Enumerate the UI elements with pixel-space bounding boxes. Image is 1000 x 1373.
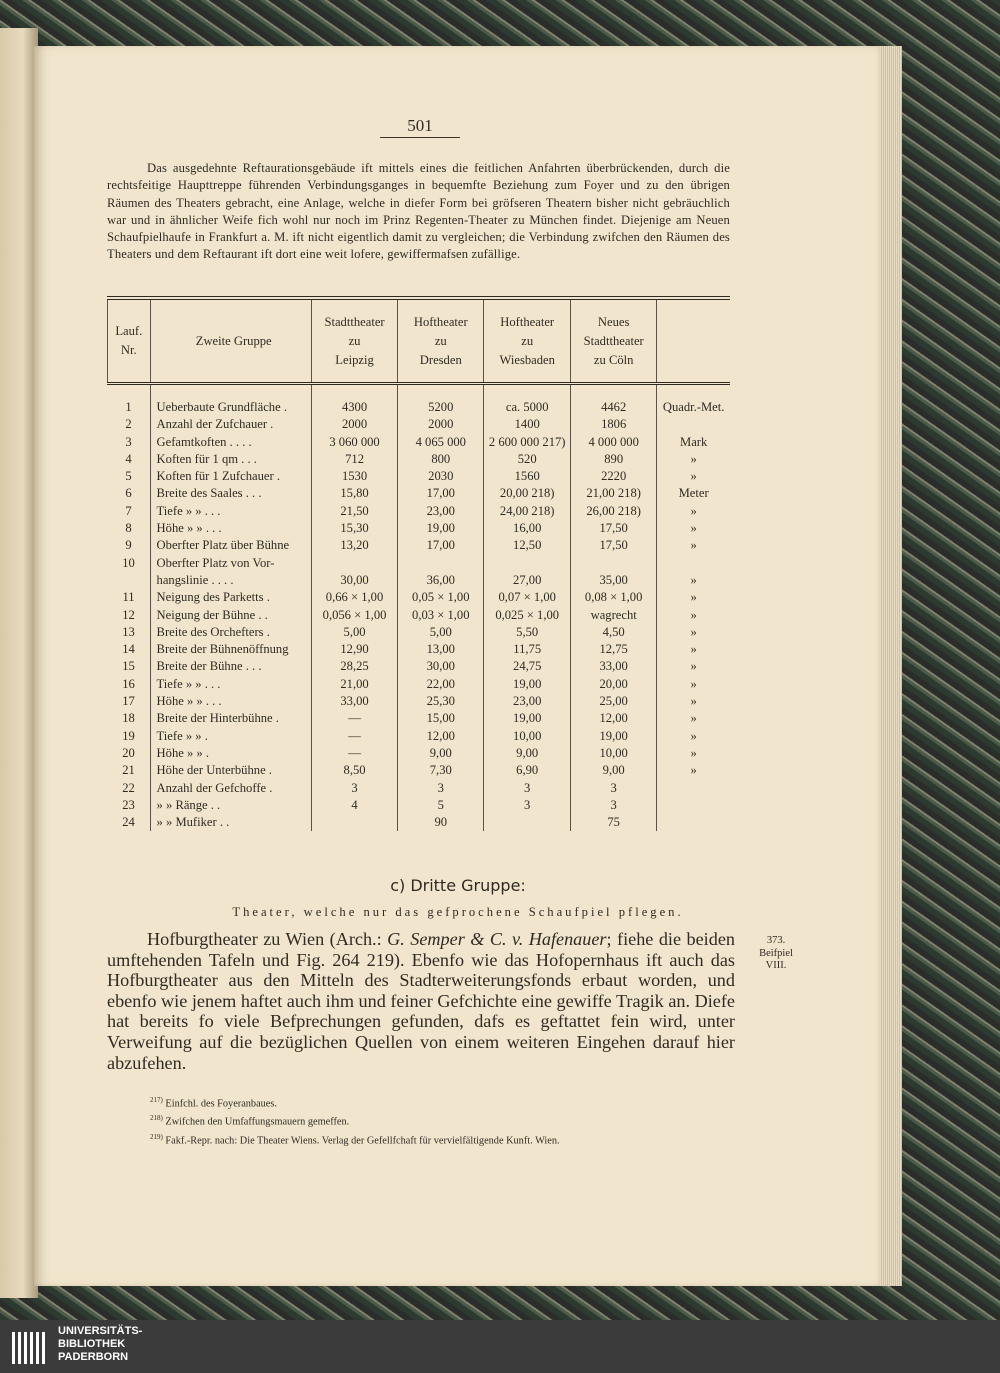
table-row: [108, 451, 731, 468]
row-number: 12: [122, 607, 135, 622]
row-number: 15: [122, 659, 135, 674]
table-row: [108, 434, 731, 451]
value-dresden: 2030: [398, 468, 484, 485]
library-logo-icon: [10, 1328, 50, 1368]
value-dresden: 12,00: [398, 728, 484, 745]
value-dresden: 9,00: [398, 745, 484, 762]
value-wiesbaden: 2 600 000 217): [484, 434, 571, 451]
table-row: [108, 728, 731, 745]
row-label: Höhe » » . . .: [150, 520, 311, 537]
row-unit: »: [657, 693, 730, 710]
value-dresden: 30,00: [398, 658, 484, 675]
value-dresden: 13,00: [398, 641, 484, 658]
value-leipzig: 4300: [311, 399, 397, 416]
value-dresden: 5200: [398, 399, 484, 416]
row-label: Höhe » » . . .: [150, 693, 311, 710]
section-subheading: Theater, welche nur das gefprochene Schaufpiel pflegen.: [232, 905, 684, 919]
value-coeln: [571, 555, 657, 572]
value-wiesbaden: 3: [484, 780, 571, 797]
row-label: Oberfter Platz von Vor-: [150, 555, 311, 572]
body-lead: Hofburgtheater zu Wien (Arch.:: [147, 929, 388, 949]
table-row: [108, 468, 731, 485]
row-number: 13: [122, 624, 135, 639]
table-row: [108, 745, 731, 762]
value-leipzig: 1530: [311, 468, 397, 485]
table-body: [108, 384, 731, 832]
table-row: [108, 710, 731, 727]
value-coeln: 10,00: [571, 745, 657, 762]
value-leipzig: 3 060 000: [311, 434, 397, 451]
row-unit: »: [657, 710, 730, 727]
value-leipzig: 12,90: [311, 641, 397, 658]
header-leipzig: Stadttheater zu Leipzig: [311, 298, 397, 384]
value-leipzig: 8,50: [311, 762, 397, 779]
value-dresden: 2000: [398, 416, 484, 433]
value-wiesbaden: 20,00 218): [484, 485, 571, 502]
value-wiesbaden: 520: [484, 451, 571, 468]
footnote-217: $^{217)}$ Einfchl. des Foyeranbaues.: [150, 1096, 277, 1110]
table-header-row: [108, 298, 731, 384]
table-row: [108, 797, 731, 814]
value-wiesbaden: 16,00: [484, 520, 571, 537]
value-wiesbaden: 0,025 × 1,00: [484, 607, 571, 624]
value-leipzig: 21,00: [311, 676, 397, 693]
row-unit: »: [657, 745, 730, 762]
value-leipzig: 15,80: [311, 485, 397, 502]
header-nr: Lauf. Nr.: [108, 298, 151, 384]
value-coeln: 33,00: [571, 658, 657, 675]
table-row: [108, 780, 731, 797]
theater-comparison-table: [107, 296, 730, 831]
row-unit: »: [657, 762, 730, 779]
row-label: » » Mufiker . .: [150, 814, 311, 831]
value-leipzig: 21,50: [311, 503, 397, 520]
value-leipzig: 15,30: [311, 520, 397, 537]
value-wiesbaden: 1400: [484, 416, 571, 433]
value-wiesbaden: [484, 814, 571, 831]
row-label: Tiefe » » . . .: [150, 676, 311, 693]
value-wiesbaden: [484, 555, 571, 572]
value-leipzig: —: [311, 745, 397, 762]
page-number-rule: [380, 137, 460, 138]
value-coeln: 17,50: [571, 537, 657, 554]
value-wiesbaden: 0,07 × 1,00: [484, 589, 571, 606]
table-row: [108, 537, 731, 554]
table-row: [108, 589, 731, 606]
library-name: UNIVERSITÄTS- BIBLIOTHEK PADERBORN: [58, 1325, 143, 1363]
table-row: [108, 641, 731, 658]
value-wiesbaden: 19,00: [484, 676, 571, 693]
row-number: 24: [122, 815, 135, 830]
header-unit: [657, 298, 730, 384]
value-wiesbaden: 24,75: [484, 658, 571, 675]
value-dresden: 4 065 000: [398, 434, 484, 451]
value-coeln: 12,00: [571, 710, 657, 727]
row-label: Gefamtkoften . . . .: [150, 434, 311, 451]
page-number: 501: [407, 116, 433, 135]
row-number: 21: [122, 763, 135, 778]
table-row: [108, 555, 731, 572]
row-unit: »: [657, 607, 730, 624]
row-label: Neigung des Parketts .: [150, 589, 311, 606]
row-label: » » Ränge . .: [150, 797, 311, 814]
row-unit: »: [657, 572, 730, 589]
row-unit: »: [657, 658, 730, 675]
row-unit: [657, 814, 730, 831]
value-dresden: 0,05 × 1,00: [398, 589, 484, 606]
value-dresden: 17,00: [398, 537, 484, 554]
row-unit: »: [657, 641, 730, 658]
table-row: [108, 814, 731, 831]
row-number: 14: [122, 642, 135, 657]
margin-note: 373. Beifpiel VIII.: [759, 935, 793, 971]
row-unit: »: [657, 537, 730, 554]
row-label: Koften für 1 qm . . .: [150, 451, 311, 468]
value-dresden: 3: [398, 780, 484, 797]
value-leipzig: 5,00: [311, 624, 397, 641]
footnote-219: $^{219)}$ Fakf.-Repr. nach: Die Theater Wiens. Verlag der Gefellfchaft für vervielfältigende Kunft. Wien.: [150, 1132, 560, 1147]
value-coeln: 4,50: [571, 624, 657, 641]
row-label: Anzahl der Gefchoffe .: [150, 780, 311, 797]
row-number: 3: [125, 434, 132, 449]
row-unit: »: [657, 503, 730, 520]
table-row: [108, 520, 731, 537]
table-row: [108, 399, 731, 416]
value-wiesbaden: ca. 5000: [484, 399, 571, 416]
value-dresden: 0,03 × 1,00: [398, 607, 484, 624]
row-number: 4: [125, 451, 132, 466]
row-label: Tiefe » » .: [150, 728, 311, 745]
value-coeln: 4462: [571, 399, 657, 416]
header-dresden: Hoftheater zu Dresden: [398, 298, 484, 384]
value-coeln: 9,00: [571, 762, 657, 779]
table-row: [108, 572, 731, 589]
value-leipzig: 2000: [311, 416, 397, 433]
row-label: Neigung der Bühne . .: [150, 607, 311, 624]
header-wiesbaden: Hoftheater zu Wiesbaden: [484, 298, 571, 384]
table-row: [108, 607, 731, 624]
row-label: Breite des Orchefters .: [150, 624, 311, 641]
body-architects: G. Semper & C. v. Hafenauer: [387, 929, 607, 949]
value-wiesbaden: 12,50: [484, 537, 571, 554]
row-label: Breite der Bühne . . .: [150, 658, 311, 675]
row-unit: [657, 555, 730, 572]
value-dresden: 800: [398, 451, 484, 468]
row-number: 22: [122, 780, 135, 795]
row-number: 6: [125, 486, 132, 501]
value-leipzig: 28,25: [311, 658, 397, 675]
row-number: 7: [125, 503, 132, 518]
row-unit: »: [657, 676, 730, 693]
value-dresden: 25,30: [398, 693, 484, 710]
value-coeln: 26,00 218): [571, 503, 657, 520]
row-label: Breite der Bühnenöffnung: [150, 641, 311, 658]
row-number: 23: [122, 797, 135, 812]
row-number: 18: [122, 711, 135, 726]
value-dresden: 17,00: [398, 485, 484, 502]
row-number: 20: [122, 745, 135, 760]
row-unit: »: [657, 468, 730, 485]
table-row: [108, 658, 731, 675]
value-wiesbaden: 27,00: [484, 572, 571, 589]
row-number: 11: [122, 590, 135, 605]
row-label: Koften für 1 Zufchauer .: [150, 468, 311, 485]
value-dresden: 36,00: [398, 572, 484, 589]
value-coeln: 25,00: [571, 693, 657, 710]
row-number: 1: [125, 400, 132, 414]
row-label: hangslinie . . . .: [150, 572, 311, 589]
body-paragraph: [107, 929, 735, 1073]
value-leipzig: 0,056 × 1,00: [311, 607, 397, 624]
row-label: Ueberbaute Grundfläche .: [150, 399, 311, 416]
row-number: 8: [125, 521, 132, 536]
value-coeln: wagrecht: [571, 607, 657, 624]
row-unit: [657, 797, 730, 814]
value-dresden: 15,00: [398, 710, 484, 727]
row-unit: Quadr.-Met.: [657, 399, 730, 416]
value-leipzig: 30,00: [311, 572, 397, 589]
intro-paragraph: Das ausgedehnte Reftaurationsgebäude ift mittels eines die feitlichen Anfahrten überbrückenden, durch die rechtsfeitige Haupttreppe führenden Verbindungsganges in bequemfte Beziehung zum Foyer und zu den übrigen Räumen des Theaters gebracht, eine Anlage, welche in diefer Form bei gröfseren Theatern bisher nicht gebräuchlich war und in ähnlicher Weife fich wohl nur noch im Prinz Regenten-Theater zu München findet. Diejenige am Neuen Schaufpielhaufe in Frankfurt a. M. ift nicht eigentlich damit zu vergleichen; die Verbindung zwifchen den Räumen des Theaters und dem Reftaurant ift dort eine weit lofere, gewiffermafsen zufällige.: [107, 161, 730, 262]
table-row: [108, 676, 731, 693]
row-number: 17: [122, 694, 135, 709]
table-row: [108, 624, 731, 641]
row-number: 9: [125, 538, 132, 553]
footnote-218: $^{218)}$ Zwifchen den Umfaffungsmauern gemeffen.: [150, 1114, 350, 1128]
footnotes: [150, 1093, 750, 1148]
row-label: Höhe der Unterbühne .: [150, 762, 311, 779]
value-leipzig: 0,66 × 1,00: [311, 589, 397, 606]
value-coeln: 0,08 × 1,00: [571, 589, 657, 606]
value-wiesbaden: 9,00: [484, 745, 571, 762]
table-row: [108, 693, 731, 710]
value-coeln: 3: [571, 797, 657, 814]
value-leipzig: 33,00: [311, 693, 397, 710]
row-number: 5: [125, 469, 132, 484]
row-unit: [657, 416, 730, 433]
value-coeln: 17,50: [571, 520, 657, 537]
value-wiesbaden: 19,00: [484, 710, 571, 727]
value-dresden: [398, 555, 484, 572]
row-label: Anzahl der Zufchauer .: [150, 416, 311, 433]
table-row: [108, 503, 731, 520]
row-unit: »: [657, 451, 730, 468]
value-leipzig: 712: [311, 451, 397, 468]
value-wiesbaden: 10,00: [484, 728, 571, 745]
value-coeln: 19,00: [571, 728, 657, 745]
row-label: Breite der Hinterbühne .: [150, 710, 311, 727]
value-leipzig: [311, 555, 397, 572]
value-wiesbaden: 6,90: [484, 762, 571, 779]
value-leipzig: —: [311, 728, 397, 745]
header-group: Zweite Gruppe: [150, 298, 311, 384]
row-number: 16: [122, 676, 135, 691]
value-coeln: 20,00: [571, 676, 657, 693]
row-number: 19: [122, 728, 135, 743]
body-rest: ; fiehe die beiden umftehenden Tafeln und Fig. 264 219). Ebenfo wie das Hofopernhaus ift auch das Hofburgtheater aus den Mitteln des Stadterweiterungsfonds erbaut worden, und ebenfo wie jenem haftet auch ihm und feiner Gefchichte eine gewiffe Tragik an. Diefe hat bereits fo viele Befprechungen gefunden, dafs es geftattet fein wird, unter Verweifung auf die bezüglichen Quellen von einem weiteren Eingehen darauf hier abzufehen.: [107, 929, 735, 1073]
value-wiesbaden: 5,50: [484, 624, 571, 641]
value-leipzig: 4: [311, 797, 397, 814]
row-label: Tiefe » » . . .: [150, 503, 311, 520]
table-row: [108, 416, 731, 433]
table-row: [108, 485, 731, 502]
table-row: [108, 762, 731, 779]
value-coeln: 1806: [571, 416, 657, 433]
value-dresden: 19,00: [398, 520, 484, 537]
row-number: 2: [125, 417, 132, 432]
library-footer-bar: [0, 1320, 1000, 1373]
value-leipzig: [311, 814, 397, 831]
value-leipzig: 13,20: [311, 537, 397, 554]
value-wiesbaden: 1560: [484, 468, 571, 485]
value-leipzig: —: [311, 710, 397, 727]
value-wiesbaden: 3: [484, 797, 571, 814]
row-number: [108, 572, 151, 589]
row-unit: »: [657, 624, 730, 641]
row-unit: Meter: [657, 485, 730, 502]
row-unit: Mark: [657, 434, 730, 451]
section-heading: c) Dritte Gruppe:: [390, 876, 526, 895]
value-coeln: 4 000 000: [571, 434, 657, 451]
value-coeln: 2220: [571, 468, 657, 485]
row-unit: »: [657, 520, 730, 537]
header-coeln: Neues Stadttheater zu Cöln: [571, 298, 657, 384]
value-wiesbaden: 24,00 218): [484, 503, 571, 520]
row-unit: [657, 780, 730, 797]
value-dresden: 22,00: [398, 676, 484, 693]
value-dresden: 7,30: [398, 762, 484, 779]
row-unit: »: [657, 728, 730, 745]
value-coeln: 75: [571, 814, 657, 831]
value-coeln: 12,75: [571, 641, 657, 658]
row-label: Oberfter Platz über Bühne: [150, 537, 311, 554]
value-dresden: 90: [398, 814, 484, 831]
value-wiesbaden: 23,00: [484, 693, 571, 710]
value-wiesbaden: 11,75: [484, 641, 571, 658]
value-dresden: 23,00: [398, 503, 484, 520]
value-dresden: 5,00: [398, 624, 484, 641]
row-unit: »: [657, 589, 730, 606]
value-dresden: 5: [398, 797, 484, 814]
value-leipzig: 3: [311, 780, 397, 797]
table-spacer-row: [108, 384, 731, 400]
row-number: 10: [122, 555, 135, 570]
value-coeln: 3: [571, 780, 657, 797]
value-coeln: 35,00: [571, 572, 657, 589]
row-label: Höhe » » .: [150, 745, 311, 762]
value-coeln: 21,00 218): [571, 485, 657, 502]
value-coeln: 890: [571, 451, 657, 468]
row-label: Breite des Saales . . .: [150, 485, 311, 502]
